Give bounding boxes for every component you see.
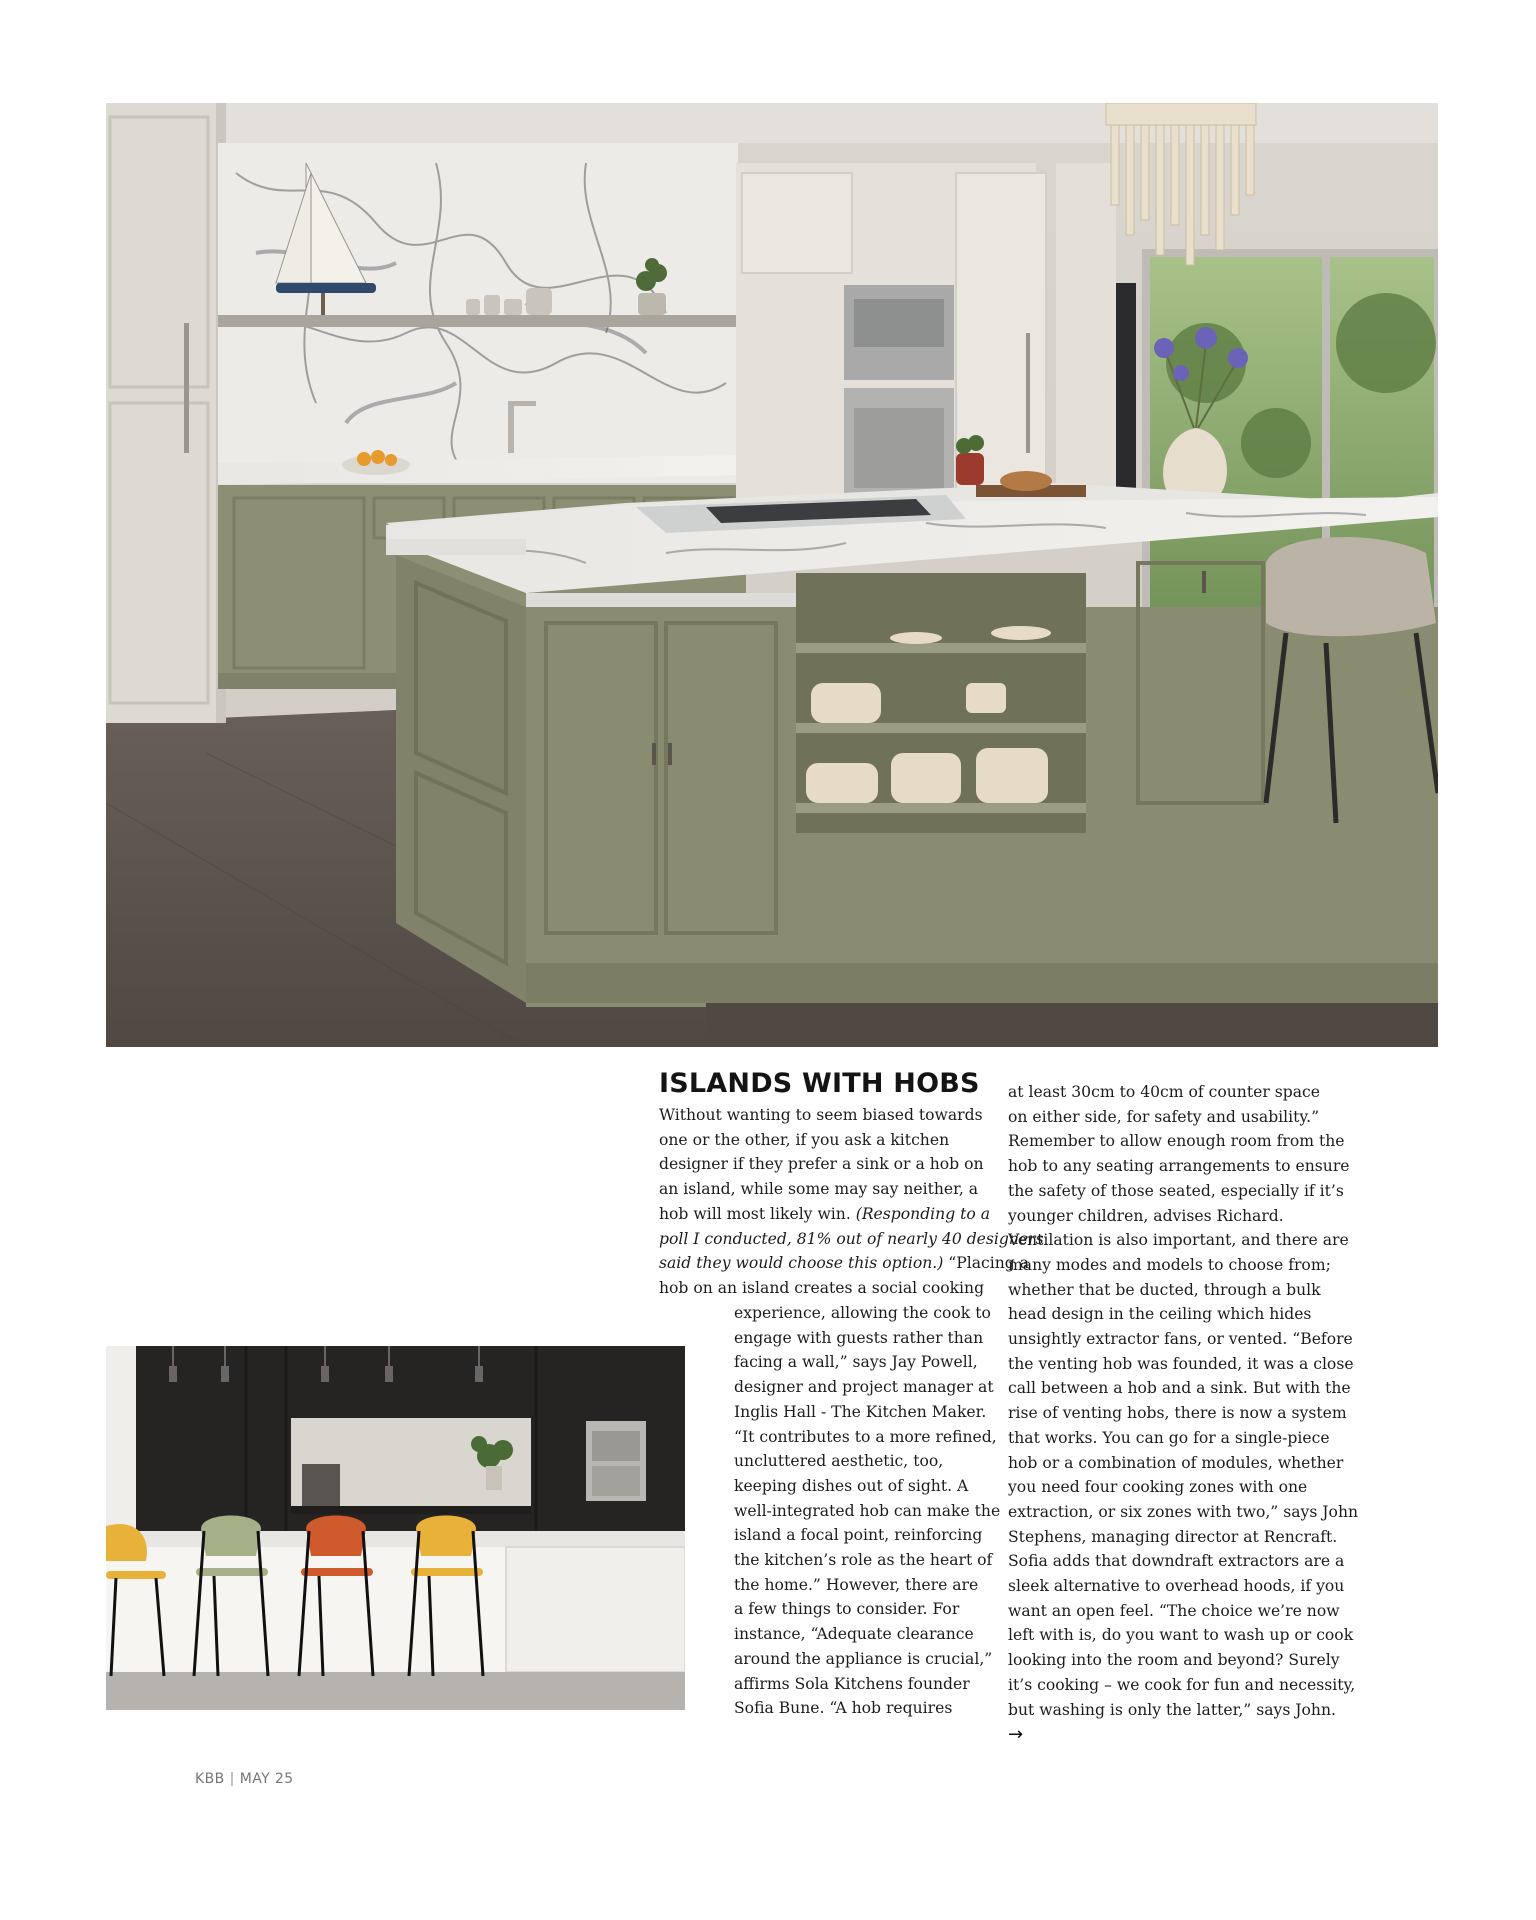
body-line: left with is, do you want to wash up or cook [1008, 1626, 1354, 1645]
body-line: on either side, for safety and usability.” [1008, 1107, 1320, 1126]
body-line [659, 1202, 1044, 1227]
body-line [659, 1251, 1044, 1276]
body-line: experience, allowing the cook to [734, 1304, 991, 1322]
body-line: call between a hob and a sink. But with the [1008, 1379, 1351, 1398]
body-line: one or the other, if you ask a kitchen [659, 1130, 950, 1149]
folio-separator: | [229, 1771, 235, 1787]
poll-aside: said they would choose this option.) [659, 1254, 944, 1273]
body-text: “Placing a [943, 1254, 1030, 1273]
article-column-1-top [659, 1103, 1044, 1301]
body-line: Sofia Bune. “A hob requires [734, 1699, 953, 1718]
body-line: looking into the room and beyond? Surely [1008, 1651, 1340, 1670]
body-line: the venting hob was founded, it was a close [1008, 1354, 1354, 1373]
body-line: whether that be ducted, through a bulk [1008, 1280, 1321, 1299]
body-line: sleek alternative to overhead hoods, if you [1008, 1577, 1345, 1596]
issue-date: MAY 25 [239, 1771, 294, 1787]
body-line: you need four cooking zones with one [1008, 1478, 1308, 1497]
magazine-name: KBB [195, 1771, 225, 1787]
body-line: uncluttered aesthetic, too, [734, 1452, 944, 1471]
body-line: Stephens, managing director at Rencraft. [1008, 1527, 1338, 1546]
body-line: the safety of those seated, especially if it’s [1008, 1181, 1344, 1200]
hero-kitchen-photo [106, 103, 1438, 1047]
body-line: unsightly extractor fans, or vented. “Before [1008, 1330, 1353, 1349]
article-column-2 [1008, 1080, 1358, 1722]
body-line: rise of venting hobs, there is now a system [1008, 1404, 1347, 1423]
body-line: hob on an island creates a social cooking [659, 1278, 985, 1297]
body-line: “It contributes to a more refined, [734, 1427, 997, 1446]
poll-aside: (Responding to a [855, 1204, 991, 1223]
body-line: want an open feel. “The choice we’re now [1008, 1601, 1340, 1620]
body-line: hob to any seating arrangements to ensure [1008, 1157, 1350, 1176]
body-line: that works. You can go for a single-piece [1008, 1428, 1330, 1447]
page-folio [195, 1771, 294, 1787]
body-text: hob will most likely win. [659, 1204, 856, 1223]
body-line: many modes and models to choose from; [1008, 1255, 1331, 1274]
continue-arrow-icon: → [1008, 1724, 1024, 1745]
article-column-1-indented [734, 1301, 1000, 1721]
body-line: around the appliance is crucial,” [734, 1649, 993, 1668]
body-line: well-integrated hob can make the [734, 1501, 1001, 1520]
body-line: Ventilation is also important, and there are [1008, 1231, 1349, 1250]
body-line: extraction, or six zones with two,” says John [1008, 1502, 1359, 1521]
body-line: the home.” However, there are [734, 1575, 979, 1594]
body-line: at least 30cm to 40cm of counter space [1008, 1083, 1320, 1101]
body-line: Inglis Hall - The Kitchen Maker. [734, 1402, 987, 1421]
black-kitchen-photo [106, 1346, 685, 1710]
body-line: engage with guests rather than [734, 1328, 984, 1347]
body-line: hob or a combination of modules, whether [1008, 1453, 1344, 1472]
article-heading: ISLANDS WITH HOBS [659, 1068, 980, 1099]
body-line: keeping dishes out of sight. A [734, 1476, 969, 1495]
body-line: younger children, advises Richard. [1008, 1206, 1284, 1225]
body-line: facing a wall,” says Jay Powell, [734, 1353, 978, 1372]
body-line: but washing is only the latter,” says John. [1008, 1700, 1336, 1719]
body-line: it’s cooking – we cook for fun and necessity, [1008, 1675, 1356, 1694]
body-line: instance, “Adequate clearance [734, 1625, 974, 1644]
body-line: designer if they prefer a sink or a hob on [659, 1155, 984, 1174]
body-line: Without wanting to seem biased towards [659, 1106, 983, 1124]
body-line: an island, while some may say neither, a [659, 1180, 979, 1199]
body-line: the kitchen’s role as the heart of [734, 1551, 993, 1570]
body-line: Remember to allow enough room from the [1008, 1132, 1345, 1151]
body-line: Sofia adds that downdraft extractors are a [1008, 1552, 1345, 1571]
body-line: island a focal point, reinforcing [734, 1526, 983, 1545]
poll-aside: poll I conducted, 81% out of nearly 40 designers [659, 1229, 1044, 1248]
body-line: a few things to consider. For [734, 1600, 960, 1619]
body-line: designer and project manager at [734, 1378, 994, 1397]
body-line: affirms Sola Kitchens founder [734, 1674, 970, 1693]
body-line: head design in the ceiling which hides [1008, 1305, 1312, 1324]
